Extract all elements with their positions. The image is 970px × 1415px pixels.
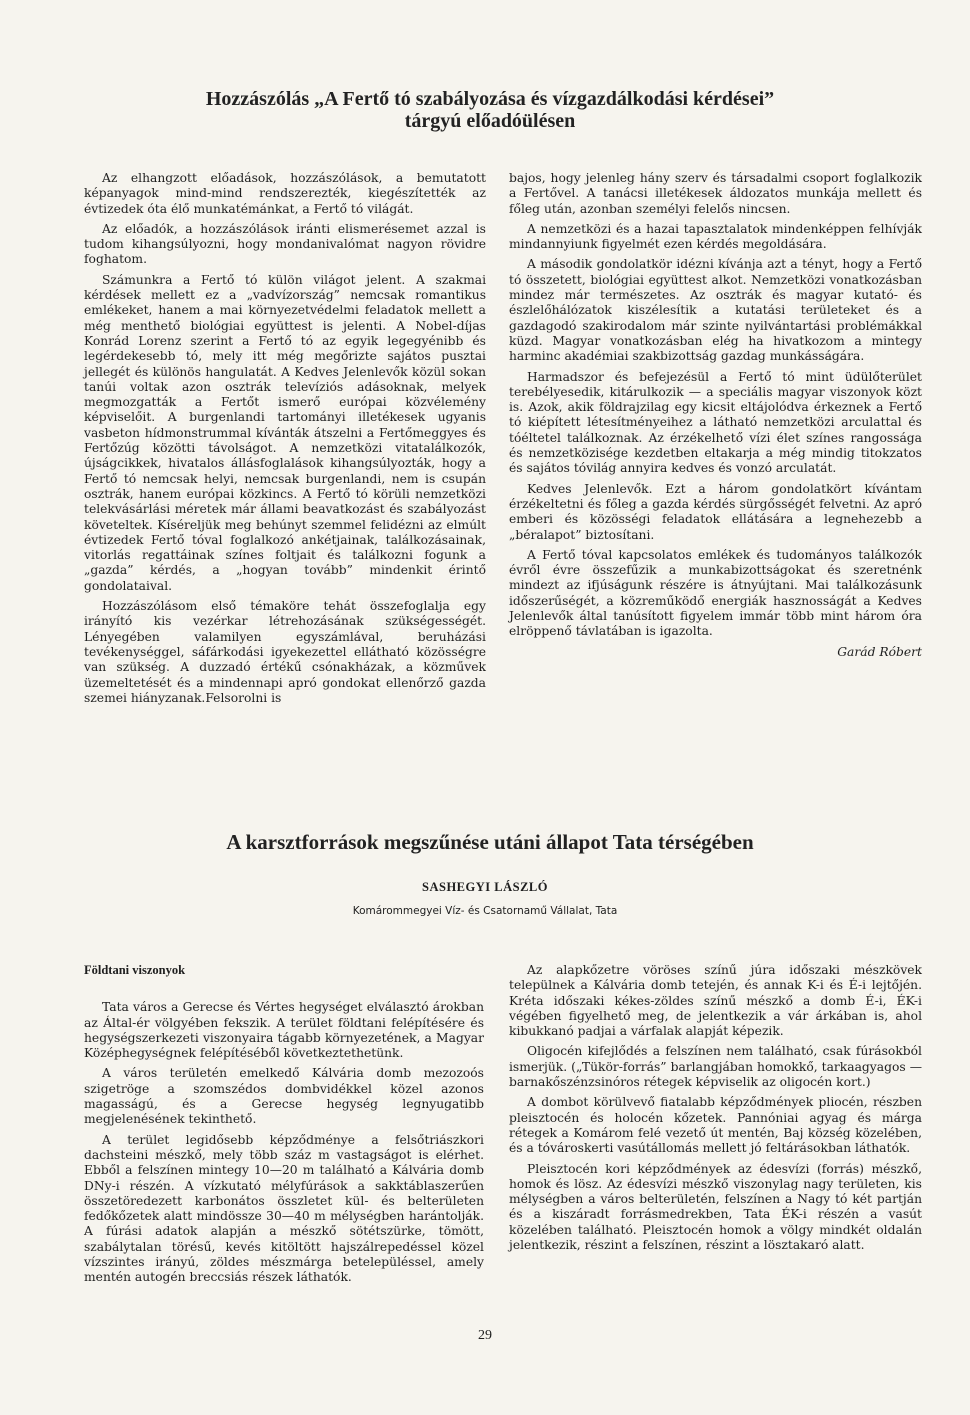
page-number: 29 — [478, 1328, 492, 1343]
paragraph: Harmadszor és befejezésül a Fertő tó mint üdülőterület terebélyesedik, kitárulkozik — a speciális magyar viszonyok közt is. Azok, akik földrajzilag egy kicsit eltájolódva érkeznek a Fertő tó kiépített létesítményeihez a látható nemzetközi arculattal és tóéltetel találkoznak. Az érzékelhető vízi élet színes rangossága és nemzetközisége kezdetben eltakarja a még mindig titokzatos és sajátos tóvilág annyira kedves és vonzó arculatát. — [509, 369, 922, 476]
paragraph: Oligocén kifejlődés a felszínen nem található, csak fúrásokból ismerjük. („Tükör-forrás” barlangjában homokkő, tarkaagyagos — barnakőszénzsinóros rétegek képviselik az oligocén kort.) — [509, 1044, 922, 1090]
paragraph: Pleisztocén kori képződmények az édesvízi (forrás) mészkő, homok és lösz. Az édesvízi mészkő viszonylag nagy területen, kis mélységben a város belterületén, felszínen a Nagy tó két partján és a kiszáradt forrásmedrekben, Tata ÉK-i részén a vasút közelében található. Pleisztocén homok a völgy mindkét oldalán jelentkezik, részint a felszínen, részint a lösztakaró alatt. — [509, 1161, 922, 1253]
paragraph: A nemzetközi és a hazai tapasztalatok mindenképpen felhívják mindannyiunk figyelmét ezen kérdés megoldására. — [509, 221, 922, 252]
section-heading: Földtani viszonyok — [84, 963, 186, 977]
article2-right-column — [509, 963, 922, 1258]
paragraph: Az elhangzott előadások, hozzászólások, a bemutatott képanyagok mind-mind rendszerezték, kiegészítették az évtizedek óta élő munkatémánkat, a Fertő tó világát. — [84, 171, 486, 216]
article1-left-column — [84, 171, 486, 711]
paragraph-continued: bajos, hogy jelenleg hány szerv és társadalmi csoport foglalkozik a Fertővel. A tanácsi illetékesek áldozatos munkája mellett és főleg után, azonban személyi felelős nincsen. — [509, 171, 922, 216]
article2-affiliation: Komárommegyei Víz- és Csatornamű Vállalat, Tata — [352, 905, 618, 917]
article1-title-line2: tárgyú előadóülésen — [404, 110, 576, 132]
paragraph: Tata város a Gerecse és Vértes hegységet elválasztó árokban az Által-ér völgyében fekszik. A terület földtani felépítésére és hegységszerkezeti viszonyaira tágabb környezetének, a Magyar Középhegységnek felépítéséből következtethetünk. — [84, 1000, 484, 1061]
article1-right-column — [509, 171, 922, 660]
article2-author: SASHEGYI LÁSZLÓ — [422, 880, 548, 894]
paragraph: Az előadók, a hozzászólások iránti elismerésemet azzal is tudom kihangsúlyozni, hogy mondanivalómat nagyon rövidre foghatom. — [84, 221, 486, 267]
paragraph: Az alapkőzetre vöröses színű júra időszaki mészkövek települnek a Kálvária domb tetején, és annak K-i és É-i lejtőjén. Kréta időszaki kékes-zöldes színű mészkő a domb É-i, ÉK-i végében figyelhető meg, de jelentkezik a vár árkában is, ahol kibukkanó padjai a várfalak alapját képezik. — [509, 963, 922, 1039]
article2-left-column — [84, 963, 484, 1291]
paragraph: Kedves Jelenlevők. Ezt a három gondolatkört kívántam érzékeltetni és főleg a gazda kérdés sürgősségét felvetni. Az apró emberi és közösségi feladatok ellátására a legnehezebb a „béralapot” biztosítani. — [509, 481, 922, 542]
article1-title-line1: Hozzászólás „A Fertő tó szabályozása és vízgazdálkodási kérdései” — [205, 88, 775, 110]
article2-title: A karsztforrások megszűnése utáni állapot Tata térségében — [226, 830, 754, 854]
paragraph: A terület legidősebb képződménye a felsőtriászkori dachsteini mészkő, mely több száz m vastagságot is elérhet. Ebből a felszínen mintegy 10—20 m található a Kálvária domb DNy-i részén. A vízkutató mélyfúrások a sakktáblaszerűen összetöredezett karbonátos összletet kül- és belterületen fedőkőzetek alatt mindössze 30—40 m mélységben harántolják. A fúrási adatok alapján a mészkő sötétszürke, tömött, szabálytalan törésű, kevés kitöltött hajszálrepedéssel közel vízszintes irányú, zöldes mészmárga betelepüléssel, amely mentén autogén breccsiás részek láthatók. — [84, 1132, 484, 1285]
paragraph: A dombot körülvevő fiatalabb képződmények pliocén, részben pleisztocén és holocén kőzetek. Pannóniai agyag és márga rétegek a Komárom felé vezető út mentén, Baj község közelében, és a tóvároskerti vasútállomás mellett jó feltárásokban láthatók. — [509, 1095, 922, 1156]
paragraph: A Fertő tóval kapcsolatos emlékek és tudományos találkozók évről évre összefűzik a munkabizottságokat és szeretnénk mindezt az ifjúságunk részére is átnyújtani. Mai találkozásunk időszerűségét, a közreműködő energiák hasznosságát a Kedves Jelenlevők által tanúsított figyelem immár több mint három óra elröppenő távlatában is igazolta. — [509, 547, 922, 639]
paragraph: A második gondolatkör idézni kívánja azt a tényt, hogy a Fertő tó összetett, biológiai együttest alkot. Nemzetközi vonatkozásban mindez már természetes. Az osztrák és magyar kutató- és észlelőhálózatok kiszélesítik a kutatási területeket és a gazdagodó szakirodalom már szinte nyilvántartási problémákkal küzd. Magyar vonatkozásban elég ha hivatkozom a mintegy harminc akadémiai szakbizottság gazdag munkásságára. — [509, 257, 922, 364]
author-signature: Garád Róbert — [837, 644, 922, 659]
article1-title — [120, 88, 860, 132]
paragraph: Hozzászólásom első témaköre tehát összefoglalja egy irányító kis vezérkar létrehozásának szükségességét. Lényegében valamilyen egyszámlával, beruházási tevékenységgel, sáfárkodási igyekezettel ellátható közösségre van szükség. A duzzadó értékű csónakházak, a közművek üzemeltetését és a mindennapi apró gondokat ellenőrző gazda szemei hiányzanak.Felsorolni is — [84, 599, 486, 705]
paragraph: A város területén emelkedő Kálvária domb mezozoós szigetröge a szomszédos dombvidékkel közel azonos magasságú, és a Gerecse hegység legnyugatibb megjelenésének tekinthető. — [84, 1066, 484, 1127]
paragraph: Számunkra a Fertő tó külön világot jelent. A szakmai kérdések mellett ez a „vadvízország” nemcsak romantikus emlékeket, hanem a mai környezetvédelmi feladatok mellett a még menthető biológiai együttest is jelenti. A Nobel-díjas Konrád Lorenz szerint a Fertő tó az egyik legegyénibb és legérdekesebb tó, mely itt még megőrizte sajátos pusztai jellegét és különös hangulatát. A Kedves Jelenlevők közül sokan tanúi voltak azon osztrák televíziós adásoknak, melyek megmozgatták a Fertőt ismerő európai közvélemény képviselőit. A burgenlandi tartományi illetékesek ugyanis vasbeton hídmonstrummal kívánták átszelni a Fertőmeggyes és Fertőzúg közötti távolságot. A nemzetközi vitatalálkozók, újságcikkek, hivatalos állásfoglalások kihangsúlyozták, hogy a Fertő tó nemcsak helyi, nemcsak burgenlandi, nem is csupán osztrák, hanem európai közkincs. A Fertő tó körüli nemzetközi telekvásárlási méretek már állami beavatkozást és szabályozást követeltek. Kíséreljük meg behúnyt szemmel felidézni az elmúlt évtizedek Fertő tóval foglalkozó ankétjainak, találkozásainak, vitorlás regattáinak színes foltjait és találkozni fogunk a „gazda” kérdés, a „hogyan tovább” mindenkit érintő gondolataival. — [84, 272, 486, 593]
